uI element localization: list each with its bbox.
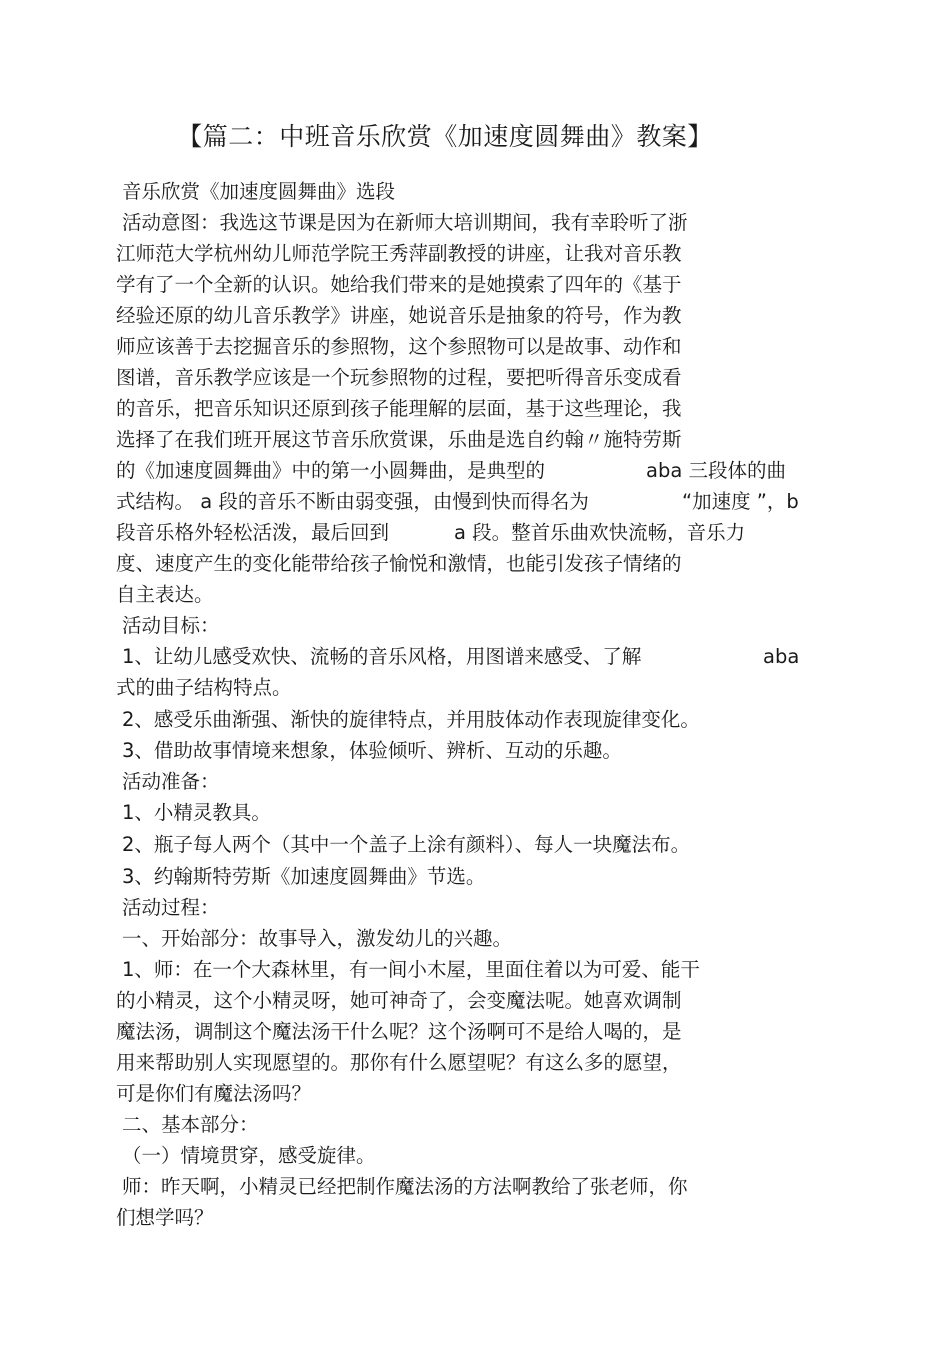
text-line <box>116 1109 816 1140</box>
text-line <box>116 923 816 954</box>
text-line-main: 的小精灵，这个小精灵呀，她可神奇了，会变魔法呢。她喜欢调制 <box>116 989 682 1012</box>
text-line-main: 式的曲子结构特点。 <box>116 676 292 699</box>
text-line <box>116 331 816 362</box>
text-line-main: 音乐欣赏《加速度圆舞曲》选段 <box>122 180 396 203</box>
text-line <box>116 672 816 703</box>
text-line-main: 1、小精灵教具。 <box>122 801 271 824</box>
text-line-main: 师：昨天啊，小精灵已经把制作魔法汤的方法啊教给了张老师，你 <box>122 1175 688 1198</box>
text-line-tail: aba 三段体的曲 <box>646 459 786 482</box>
text-line <box>116 1016 816 1047</box>
document-title: 【篇二：中班音乐欣赏《加速度圆舞曲》教案】 <box>177 122 713 151</box>
text-line-main: 学有了一个全新的认识。她给我们带来的是她摸索了四年的《基于 <box>116 273 682 296</box>
text-line-main: 活动过程： <box>122 896 220 919</box>
text-line <box>116 300 816 331</box>
text-line <box>116 641 816 672</box>
text-line <box>116 207 816 238</box>
text-line-main: 段音乐格外轻松活泼，最后回到 <box>116 521 390 544</box>
text-line <box>116 1047 816 1078</box>
text-line-main: 江师范大学杭州幼儿师范学院王秀萍副教授的讲座，让我对音乐教 <box>116 242 682 265</box>
text-line-main: 1、师：在一个大森林里，有一间小木屋，里面住着以为可爱、能干 <box>122 958 700 981</box>
text-line <box>116 1078 816 1109</box>
text-line-main: 度、速度产生的变化能带给孩子愉悦和激情，也能引发孩子情绪的 <box>116 552 682 575</box>
text-line-main: （一）情境贯穿，感受旋律。 <box>122 1144 376 1167</box>
text-line <box>116 985 816 1016</box>
text-line <box>116 797 816 828</box>
text-line <box>116 362 816 393</box>
text-line-main: 二、基本部分： <box>122 1113 259 1136</box>
text-line <box>116 704 816 735</box>
text-line-tail: “加速度 ”，b <box>682 490 799 513</box>
text-line-main: 式结构。 a 段的音乐不断由弱变强，由慢到快而得名为 <box>116 490 589 513</box>
text-line <box>116 517 816 548</box>
text-line <box>116 455 816 486</box>
text-line-main: 可是你们有魔法汤吗？ <box>116 1082 312 1105</box>
text-line <box>116 393 816 424</box>
text-line-main: 2、瓶子每人两个（其中一个盖子上涂有颜料）、每人一块魔法布。 <box>122 833 691 856</box>
text-line-main: 活动准备： <box>122 770 220 793</box>
text-line-main: 们想学吗？ <box>116 1206 214 1229</box>
text-line <box>116 610 816 641</box>
text-line <box>116 548 816 579</box>
text-line-main: 3、借助故事情境来想象，体验倾听、辨析、互动的乐趣。 <box>122 739 622 762</box>
text-line-main: 选择了在我们班开展这节音乐欣赏课，乐曲是选自约翰〃施特劳斯 <box>116 428 682 451</box>
text-line <box>116 829 816 860</box>
text-line <box>116 766 816 797</box>
text-line-main: 魔法汤，调制这个魔法汤干什么呢？这个汤啊可不是给人喝的，是 <box>116 1020 682 1043</box>
text-line-tail: a 段。整首乐曲欢快流畅，音乐力 <box>454 521 746 544</box>
text-line-main: 活动意图：我选这节课是因为在新师大培训期间，我有幸聆听了浙 <box>122 211 688 234</box>
text-line-main: 图谱，音乐教学应该是一个玩参照物的过程，要把听得音乐变成看 <box>116 366 682 389</box>
text-line-main: 自主表达。 <box>116 583 214 606</box>
text-line <box>116 1140 816 1171</box>
text-line <box>116 176 816 207</box>
text-line <box>116 1171 816 1202</box>
document-body <box>116 176 816 1233</box>
text-line <box>116 579 816 610</box>
text-line-main: 用来帮助别人实现愿望的。那你有什么愿望呢？有这么多的愿望， <box>116 1051 682 1074</box>
text-line-main: 经验还原的幼儿音乐教学》讲座，她说音乐是抽象的符号，作为教 <box>116 304 682 327</box>
text-line-main: 师应该善于去挖掘音乐的参照物，这个参照物可以是故事、动作和 <box>116 335 682 358</box>
text-line-main: 1、让幼儿感受欢快、流畅的音乐风格，用图谱来感受、了解 <box>122 645 642 668</box>
text-line <box>116 269 816 300</box>
text-line <box>116 486 816 517</box>
text-line-main: 活动目标： <box>122 614 220 637</box>
text-line-main: 3、约翰斯特劳斯《加速度圆舞曲》节选。 <box>122 865 486 888</box>
text-line <box>116 238 816 269</box>
text-line <box>116 424 816 455</box>
text-line <box>116 1202 816 1233</box>
text-line-tail: aba <box>763 645 800 668</box>
text-line-main: 的音乐，把音乐知识还原到孩子能理解的层面，基于这些理论，我 <box>116 397 682 420</box>
text-line <box>116 892 816 923</box>
text-line-main: 2、感受乐曲渐强、渐快的旋律特点，并用肢体动作表现旋律变化。 <box>122 708 700 731</box>
text-line-main: 一、开始部分：故事导入，激发幼儿的兴趣。 <box>122 927 513 950</box>
text-line <box>116 954 816 985</box>
text-line <box>116 735 816 766</box>
text-line-main: 的《加速度圆舞曲》中的第一小圆舞曲，是典型的 <box>116 459 546 482</box>
text-line <box>116 861 816 892</box>
